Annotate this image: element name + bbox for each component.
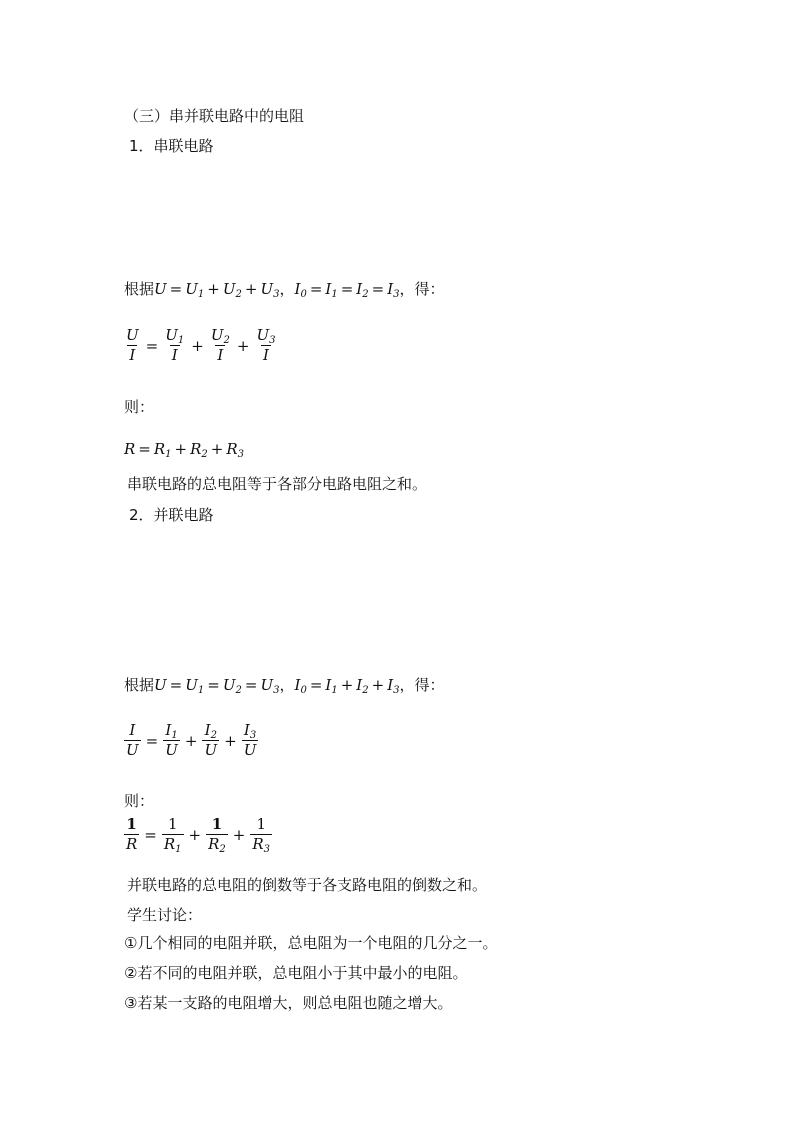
series-given-suffix: ，得： [399, 280, 445, 298]
series-voltage-relation: $U = U_1 + U_2 + U_3$ [154, 279, 280, 300]
parallel-given-line [124, 674, 445, 695]
discussion-item: ③若某一支路的电阻增大，则总电阻也随之增大。 [124, 994, 453, 1012]
discussion-item: ②若不同的电阻并联，总电阻小于其中最小的电阻。 [124, 964, 468, 982]
parallel-current-relation: $I_0 = I_1 + I_2 + I_3$ [294, 675, 400, 696]
parallel-voltage-relation: $U = U_1 = U_2 = U_3$ [154, 675, 280, 696]
discussion-title: 学生讨论： [127, 906, 203, 924]
series-current-relation: $I_0 = I_1 = I_2 = I_3$ [294, 279, 400, 300]
parallel-given-separator: ， [279, 676, 295, 694]
series-then-label: 则： [124, 398, 155, 416]
series-given-line [124, 278, 445, 299]
series-resistance-equation: $R = R_1 + R_2 + R_3$ [124, 440, 245, 460]
parallel-then-label: 则： [124, 792, 155, 810]
discussion-item: ①几个相同的电阻并联，总电阻为一个电阻的几分之一。 [124, 934, 498, 952]
parallel-given-suffix: ，得： [399, 676, 445, 694]
parallel-resistance-equation: $\frac{1}{R}$ = $\frac{1}{R_1}$ + $\frac{1}{R_2}$ + $\frac{1}{R_3}$ [126, 815, 271, 855]
series-conclusion: 串联电路的总电阻等于各部分电路电阻之和。 [127, 475, 428, 493]
parallel-ratio-equation: $\frac{I}{U}$ = $\frac{I_1}{U}$ + $\frac{I_2}{U}$ + $\frac{I_3}{U}$ [126, 721, 257, 759]
section-heading: （三）串并联电路中的电阻 [124, 107, 305, 125]
series-ratio-equation: $\frac{U}{I}$ = $\frac{U_1}{I}$ + $\frac{U_2}{I}$ + $\frac{U_3}{I}$ [126, 326, 276, 364]
parallel-circuit-title: 2．并联电路 [129, 506, 214, 524]
parallel-conclusion: 并联电路的总电阻的倒数等于各支路电阻的倒数之和。 [127, 876, 488, 894]
parallel-given-prefix: 根据 [124, 676, 155, 694]
series-circuit-title: 1．串联电路 [129, 137, 214, 155]
series-given-separator: ， [279, 280, 295, 298]
series-given-prefix: 根据 [124, 280, 155, 298]
